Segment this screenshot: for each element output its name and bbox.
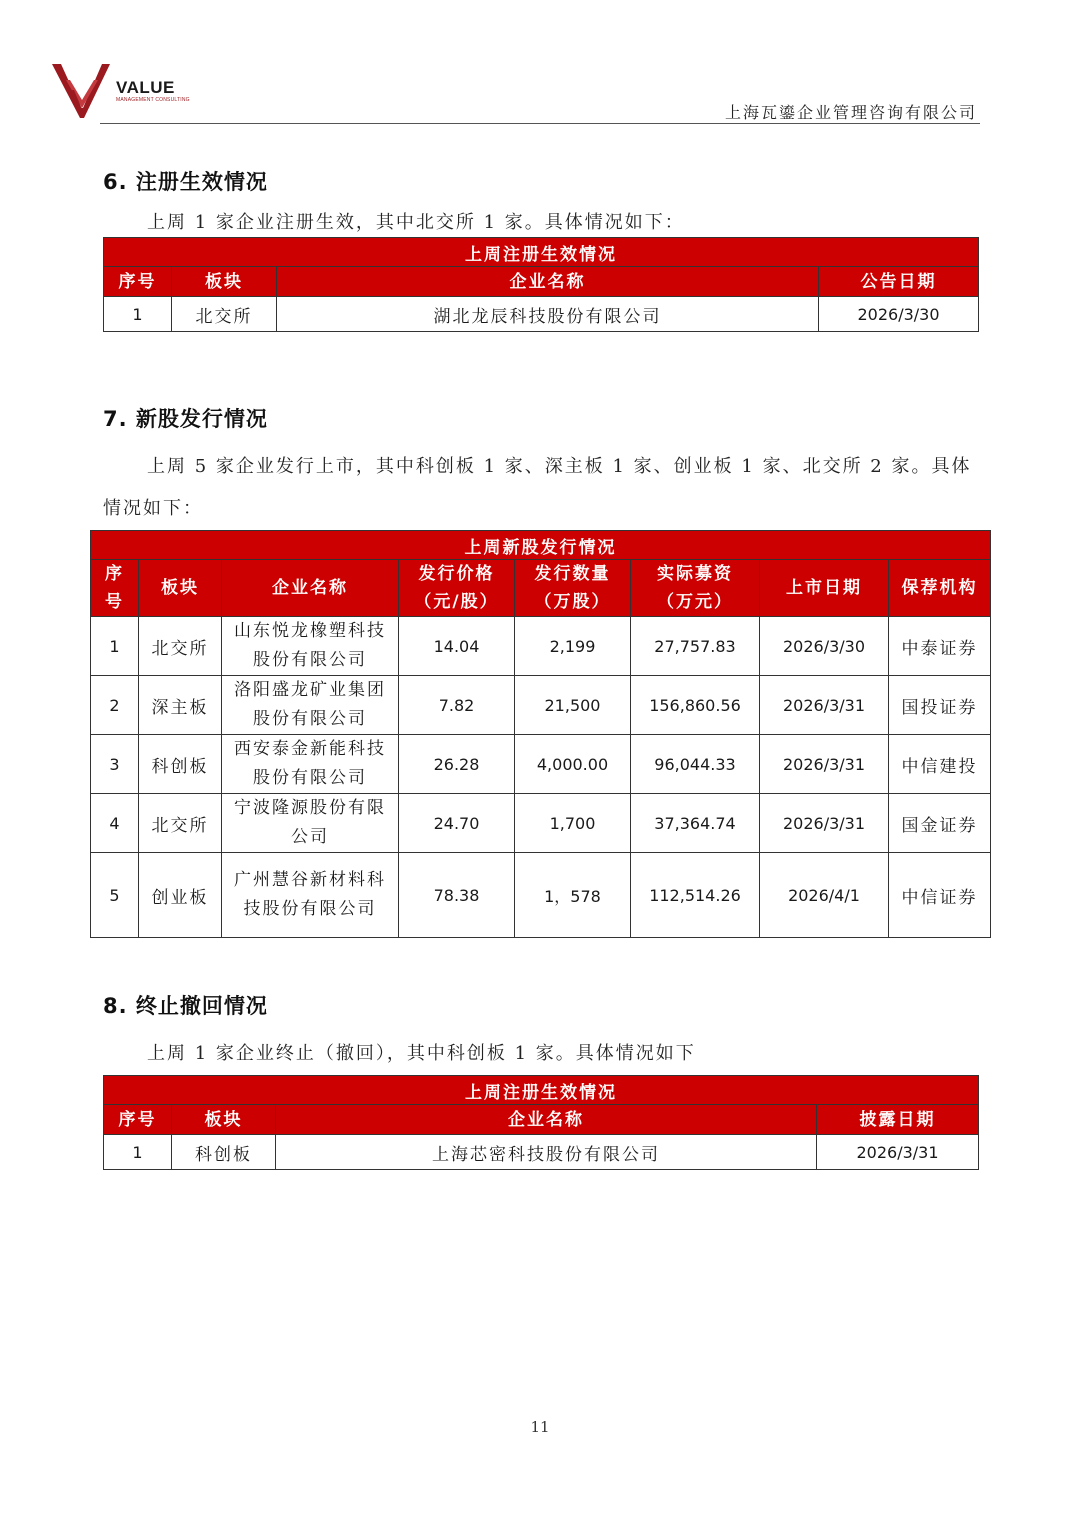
table-caption: 上周新股发行情况 <box>91 531 991 560</box>
col-header: 披露日期 <box>817 1105 979 1135</box>
cell-board: 科创板 <box>139 735 222 794</box>
cell-company: 湖北龙辰科技股份有限公司 <box>277 297 819 332</box>
cell-sponsor: 中信证券 <box>889 853 991 938</box>
cell-listing-date: 2026/3/31 <box>760 676 889 735</box>
cell-price: 14.04 <box>399 617 515 676</box>
cell-sponsor: 中信建投 <box>889 735 991 794</box>
cell-index: 5 <box>91 853 139 938</box>
cell-company: 洛阳盛龙矿业集团股份有限公司 <box>222 676 399 735</box>
cell-board: 深主板 <box>139 676 222 735</box>
table-row <box>104 297 979 332</box>
cell-proceeds: 27,757.83 <box>631 617 760 676</box>
logo-wordmark: VALUE <box>116 78 175 97</box>
table-row <box>91 617 991 676</box>
value-logo-icon <box>50 58 114 122</box>
cell-board: 北交所 <box>139 794 222 853</box>
new-issue-table <box>90 530 991 938</box>
cell-proceeds: 156,860.56 <box>631 676 760 735</box>
cell-index: 4 <box>91 794 139 853</box>
cell-date: 2026/3/30 <box>819 297 979 332</box>
section-6-title: 6. 注册生效情况 <box>103 170 268 194</box>
cell-index: 3 <box>91 735 139 794</box>
cell-board: 北交所 <box>139 617 222 676</box>
cell-index: 2 <box>91 676 139 735</box>
cell-quantity: 1,700 <box>515 794 631 853</box>
cell-proceeds: 37,364.74 <box>631 794 760 853</box>
page-number: 11 <box>530 1418 550 1436</box>
section-7-title: 7. 新股发行情况 <box>103 407 268 431</box>
company-logo <box>50 58 200 122</box>
col-header: 板块 <box>172 267 277 297</box>
cell-listing-date: 2026/3/31 <box>760 735 889 794</box>
table-row <box>91 735 991 794</box>
section-7-paragraph: 上周 5 家企业发行上市，其中科创板 1 家、深主板 1 家、创业板 1 家、北交所 2 家。具体情况如下： <box>103 456 972 519</box>
termination-table <box>103 1075 979 1170</box>
cell-sponsor: 中泰证券 <box>889 617 991 676</box>
col-header: 企业名称 <box>277 267 819 297</box>
col-header: 板块 <box>139 560 222 617</box>
cell-price: 7.82 <box>399 676 515 735</box>
cell-index: 1 <box>104 297 172 332</box>
table-caption: 上周注册生效情况 <box>104 238 979 267</box>
cell-quantity: 2,199 <box>515 617 631 676</box>
cell-board: 科创板 <box>172 1135 276 1170</box>
col-header: 序号 <box>91 560 139 617</box>
cell-proceeds: 96,044.33 <box>631 735 760 794</box>
cell-listing-date: 2026/4/1 <box>760 853 889 938</box>
table-row <box>91 676 991 735</box>
table-row <box>91 794 991 853</box>
col-header: 企业名称 <box>276 1105 817 1135</box>
header-divider <box>100 123 980 124</box>
cell-quantity: 1，578 <box>515 853 631 938</box>
cell-price: 78.38 <box>399 853 515 938</box>
cell-date: 2026/3/31 <box>817 1135 979 1170</box>
table-row <box>91 853 991 938</box>
cell-company: 西安泰金新能科技股份有限公司 <box>222 735 399 794</box>
cell-quantity: 4,000.00 <box>515 735 631 794</box>
cell-sponsor: 国金证券 <box>889 794 991 853</box>
section-8-title: 8. 终止撤回情况 <box>103 994 268 1018</box>
col-header: 序号 <box>104 1105 172 1135</box>
cell-board: 创业板 <box>139 853 222 938</box>
cell-listing-date: 2026/3/31 <box>760 794 889 853</box>
cell-price: 26.28 <box>399 735 515 794</box>
logo-subtitle: MANAGEMENT CONSULTING <box>116 97 190 103</box>
registration-table <box>103 237 979 332</box>
cell-sponsor: 国投证券 <box>889 676 991 735</box>
cell-company: 宁波隆源股份有限公司 <box>222 794 399 853</box>
col-header: 序号 <box>104 267 172 297</box>
cell-price: 24.70 <box>399 794 515 853</box>
cell-quantity: 21,500 <box>515 676 631 735</box>
col-header: 保荐机构 <box>889 560 991 617</box>
col-header: 发行价格（元/股） <box>399 560 515 617</box>
cell-company: 山东悦龙橡塑科技股份有限公司 <box>222 617 399 676</box>
section-8-paragraph: 上周 1 家企业终止（撤回），其中科创板 1 家。具体情况如下 <box>147 1043 696 1064</box>
cell-index: 1 <box>91 617 139 676</box>
col-header: 发行数量（万股） <box>515 560 631 617</box>
cell-board: 北交所 <box>172 297 277 332</box>
table-caption: 上周注册生效情况 <box>104 1076 979 1105</box>
company-name: 上海瓦鎏企业管理咨询有限公司 <box>724 103 977 122</box>
col-header: 公告日期 <box>819 267 979 297</box>
col-header: 板块 <box>172 1105 276 1135</box>
col-header: 实际募资（万元） <box>631 560 760 617</box>
section-6-paragraph: 上周 1 家企业注册生效，其中北交所 1 家。具体情况如下： <box>147 212 685 233</box>
cell-company: 广州慧谷新材料科技股份有限公司 <box>222 853 399 938</box>
cell-proceeds: 112,514.26 <box>631 853 760 938</box>
col-header: 上市日期 <box>760 560 889 617</box>
cell-company: 上海芯密科技股份有限公司 <box>276 1135 817 1170</box>
col-header: 企业名称 <box>222 560 399 617</box>
cell-index: 1 <box>104 1135 172 1170</box>
cell-listing-date: 2026/3/30 <box>760 617 889 676</box>
table-row <box>104 1135 979 1170</box>
